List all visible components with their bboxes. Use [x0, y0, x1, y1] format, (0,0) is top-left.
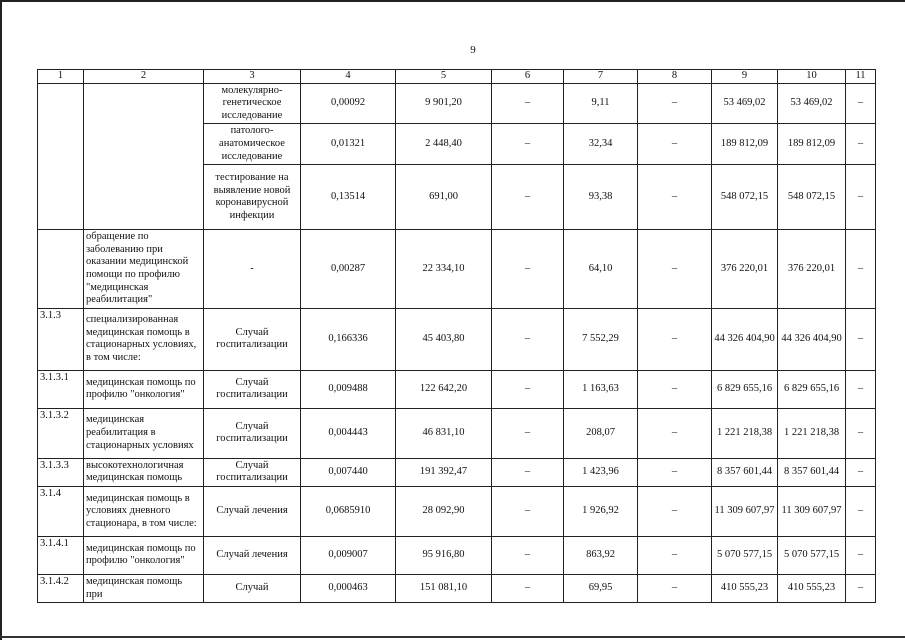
row-cell-10: 53 469,02 — [778, 83, 846, 124]
row-cell-6: – — [492, 486, 564, 536]
row-code: 3.1.3.2 — [38, 408, 84, 458]
row-name — [84, 83, 204, 230]
row-cell-4: 0,009007 — [301, 536, 396, 574]
row-cell-10: 548 072,15 — [778, 165, 846, 230]
row-name: медицинская помощь по профилю "онкология" — [84, 536, 204, 574]
row-cell-9: 53 469,02 — [712, 83, 778, 124]
row-code: 3.1.4.1 — [38, 536, 84, 574]
row-cell-8: – — [638, 308, 712, 370]
row-cell-9: 11 309 607,97 — [712, 486, 778, 536]
column-header: 3 — [204, 70, 301, 84]
row-cell-10: 1 221 218,38 — [778, 408, 846, 458]
row-name: высокотехнологичная медицинская помощь — [84, 458, 204, 486]
column-header: 9 — [712, 70, 778, 84]
column-header: 10 — [778, 70, 846, 84]
row-cell-7: 93,38 — [564, 165, 638, 230]
row-cell-11: – — [846, 536, 876, 574]
row-cell-7: 1 926,92 — [564, 486, 638, 536]
table-row — [38, 83, 876, 124]
row-cell-10: 410 555,23 — [778, 574, 846, 602]
column-header: 1 — [38, 70, 84, 84]
row-unit: молекулярно-генетическое исследование — [204, 83, 301, 124]
row-cell-8: – — [638, 230, 712, 309]
row-cell-5: 95 916,80 — [396, 536, 492, 574]
row-cell-8: – — [638, 574, 712, 602]
row-cell-7: 863,92 — [564, 536, 638, 574]
column-header: 4 — [301, 70, 396, 84]
row-cell-6: – — [492, 83, 564, 124]
tariff-table — [37, 69, 876, 603]
row-cell-6: – — [492, 308, 564, 370]
row-cell-4: 0,01321 — [301, 124, 396, 165]
row-cell-6: – — [492, 124, 564, 165]
row-cell-9: 6 829 655,16 — [712, 370, 778, 408]
row-cell-4: 0,004443 — [301, 408, 396, 458]
row-cell-5: 46 831,10 — [396, 408, 492, 458]
row-unit: Случай лечения — [204, 486, 301, 536]
table-row — [38, 574, 876, 602]
row-cell-10: 11 309 607,97 — [778, 486, 846, 536]
row-cell-5: 22 334,10 — [396, 230, 492, 309]
row-cell-8: – — [638, 124, 712, 165]
row-cell-8: – — [638, 165, 712, 230]
table-row — [38, 408, 876, 458]
row-cell-8: – — [638, 370, 712, 408]
row-unit: тестирование на выявление новой коронавирусной инфекции — [204, 165, 301, 230]
table-row — [38, 308, 876, 370]
table-row — [38, 486, 876, 536]
scan-left-edge — [0, 0, 2, 640]
row-cell-4: 0,0685910 — [301, 486, 396, 536]
row-cell-7: 32,34 — [564, 124, 638, 165]
row-cell-7: 69,95 — [564, 574, 638, 602]
row-code: 3.1.4 — [38, 486, 84, 536]
row-cell-6: – — [492, 370, 564, 408]
row-name: медицинская помощь по профилю "онкология" — [84, 370, 204, 408]
row-cell-8: – — [638, 536, 712, 574]
row-cell-5: 28 092,90 — [396, 486, 492, 536]
row-cell-9: 410 555,23 — [712, 574, 778, 602]
row-cell-8: – — [638, 458, 712, 486]
row-cell-9: 8 357 601,44 — [712, 458, 778, 486]
row-cell-9: 189 812,09 — [712, 124, 778, 165]
row-cell-11: – — [846, 308, 876, 370]
row-cell-9: 1 221 218,38 — [712, 408, 778, 458]
row-unit: - — [204, 230, 301, 309]
row-cell-8: – — [638, 83, 712, 124]
row-code: 3.1.3 — [38, 308, 84, 370]
row-cell-6: – — [492, 458, 564, 486]
row-unit: Случай госпитализации — [204, 308, 301, 370]
row-cell-7: 64,10 — [564, 230, 638, 309]
table-row — [38, 370, 876, 408]
row-unit: патолого-анатомическое исследование — [204, 124, 301, 165]
row-cell-4: 0,00092 — [301, 83, 396, 124]
row-code: 3.1.4.2 — [38, 574, 84, 602]
row-cell-8: – — [638, 486, 712, 536]
row-cell-5: 191 392,47 — [396, 458, 492, 486]
row-cell-4: 0,00287 — [301, 230, 396, 309]
row-unit: Случай госпитализации — [204, 408, 301, 458]
row-cell-11: – — [846, 574, 876, 602]
row-cell-6: – — [492, 230, 564, 309]
row-cell-6: – — [492, 165, 564, 230]
row-code — [38, 83, 84, 230]
row-cell-6: – — [492, 408, 564, 458]
row-unit: Случай лечения — [204, 536, 301, 574]
row-cell-11: – — [846, 408, 876, 458]
row-cell-5: 151 081,10 — [396, 574, 492, 602]
row-code — [38, 230, 84, 309]
page-number: 9 — [470, 44, 476, 56]
row-cell-10: 8 357 601,44 — [778, 458, 846, 486]
table-row — [38, 230, 876, 309]
column-header: 5 — [396, 70, 492, 84]
row-cell-11: – — [846, 370, 876, 408]
row-cell-7: 208,07 — [564, 408, 638, 458]
row-cell-6: – — [492, 574, 564, 602]
row-cell-5: 45 403,80 — [396, 308, 492, 370]
row-cell-9: 548 072,15 — [712, 165, 778, 230]
row-name: специализированная медицинская помощь в стационарных условиях, в том числе: — [84, 308, 204, 370]
row-cell-5: 122 642,20 — [396, 370, 492, 408]
column-header: 11 — [846, 70, 876, 84]
row-code: 3.1.3.1 — [38, 370, 84, 408]
row-cell-7: 1 423,96 — [564, 458, 638, 486]
row-cell-9: 5 070 577,15 — [712, 536, 778, 574]
column-header: 6 — [492, 70, 564, 84]
row-cell-5: 691,00 — [396, 165, 492, 230]
row-cell-7: 9,11 — [564, 83, 638, 124]
column-header: 7 — [564, 70, 638, 84]
row-name: обращение по заболеванию при оказании медицинской помощи по профилю "медицинская реабилитация" — [84, 230, 204, 309]
row-name: медицинская реабилитация в стационарных условиях — [84, 408, 204, 458]
row-cell-11: – — [846, 165, 876, 230]
row-cell-6: – — [492, 536, 564, 574]
row-cell-7: 1 163,63 — [564, 370, 638, 408]
column-header: 8 — [638, 70, 712, 84]
row-cell-11: – — [846, 486, 876, 536]
row-cell-11: – — [846, 458, 876, 486]
column-header: 2 — [84, 70, 204, 84]
row-cell-4: 0,009488 — [301, 370, 396, 408]
row-cell-10: 44 326 404,90 — [778, 308, 846, 370]
row-cell-10: 5 070 577,15 — [778, 536, 846, 574]
row-cell-11: – — [846, 83, 876, 124]
row-cell-7: 7 552,29 — [564, 308, 638, 370]
row-cell-4: 0,166336 — [301, 308, 396, 370]
row-cell-5: 2 448,40 — [396, 124, 492, 165]
scan-bottom-edge — [0, 636, 905, 638]
row-cell-9: 44 326 404,90 — [712, 308, 778, 370]
row-cell-4: 0,007440 — [301, 458, 396, 486]
row-cell-5: 9 901,20 — [396, 83, 492, 124]
scan-top-edge — [0, 0, 905, 2]
row-unit: Случай — [204, 574, 301, 602]
row-cell-8: – — [638, 408, 712, 458]
row-name: медицинская помощь при — [84, 574, 204, 602]
row-cell-11: – — [846, 124, 876, 165]
row-cell-10: 376 220,01 — [778, 230, 846, 309]
row-cell-4: 0,13514 — [301, 165, 396, 230]
table-row — [38, 458, 876, 486]
row-unit: Случай госпитализации — [204, 370, 301, 408]
row-cell-9: 376 220,01 — [712, 230, 778, 309]
row-cell-10: 189 812,09 — [778, 124, 846, 165]
row-cell-11: – — [846, 230, 876, 309]
row-cell-10: 6 829 655,16 — [778, 370, 846, 408]
table-row — [38, 536, 876, 574]
column-number-row — [38, 70, 876, 84]
row-code: 3.1.3.3 — [38, 458, 84, 486]
row-unit: Случай госпитализации — [204, 458, 301, 486]
row-cell-4: 0,000463 — [301, 574, 396, 602]
row-name: медицинская помощь в условиях дневного стационара, в том числе: — [84, 486, 204, 536]
